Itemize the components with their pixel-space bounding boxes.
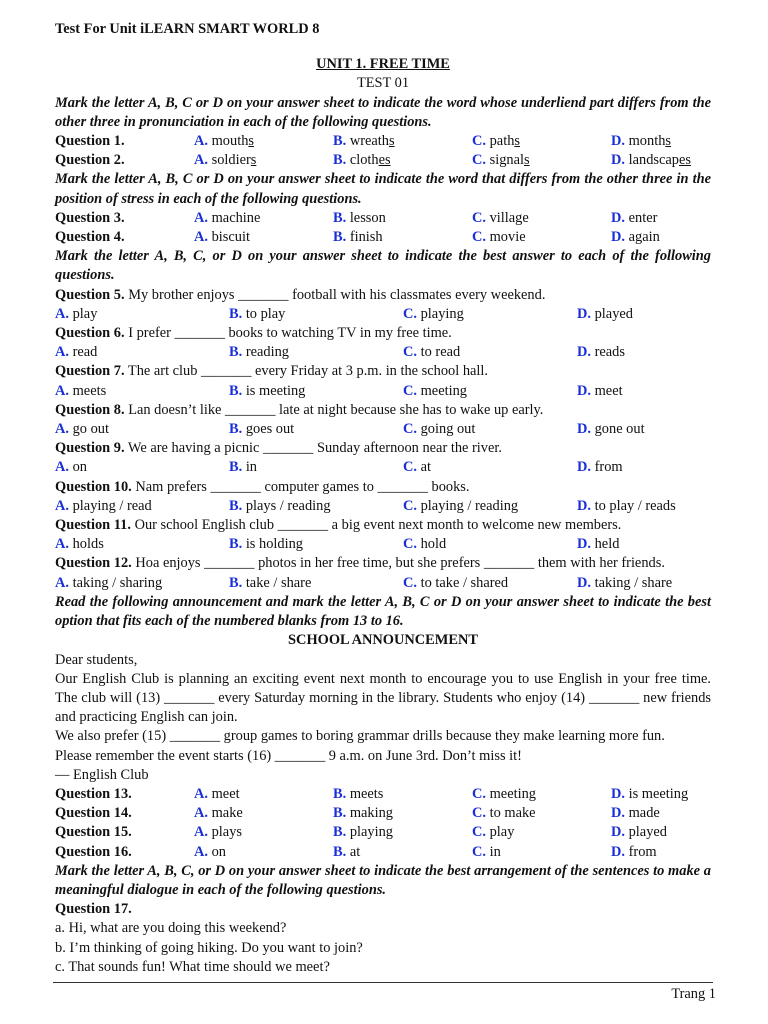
arrangement-instruction: Mark the letter A, B, C, or D on your answer sheet to indicate the best arrangement of the sentences to make a meaningful dialogue in each of the following questions. xyxy=(55,862,711,898)
announcement-paragraph-1: Our English Club is planning an exciting event next month to encourage you to use English in your free time. The club will (13) _______ every Saturday morning in the library. Students who enjoy (14) _______ new friends and practicing English can join. xyxy=(55,670,711,726)
announcement-title: SCHOOL ANNOUNCEMENT xyxy=(288,632,478,649)
option-d: D. again xyxy=(611,229,660,246)
reading-instruction: Read the following announcement and mark the letter A, B, C or D on your answer sheet to indicate the best option that fits each of the numbered blanks from 13 to 16. xyxy=(55,593,711,630)
option-c: C. to make xyxy=(472,805,536,822)
option-d: D. meet xyxy=(577,382,623,399)
option-b: B. finish xyxy=(333,229,383,246)
option-a: A. read xyxy=(55,344,98,361)
option-b: B. to play xyxy=(229,305,286,322)
announcement-paragraph-3: Please remember the event starts (16) _______ 9 a.m. on June 3rd. Don’t miss it! xyxy=(55,747,522,764)
page-number: Trang 1 xyxy=(671,986,716,1002)
question-label: Question 1. xyxy=(55,133,125,150)
question-11-options xyxy=(55,535,711,554)
question-2-row xyxy=(55,151,711,170)
option-a: A. make xyxy=(194,805,243,822)
option-b: B. in xyxy=(229,459,258,476)
question-label: Question 13. xyxy=(55,785,132,802)
option-d: D. landscapes xyxy=(611,152,691,169)
unit-title: UNIT 1. FREE TIME xyxy=(316,56,450,73)
footer-divider xyxy=(53,982,713,983)
question-10-stem: Question 10. Nam prefers _______ computer games to _______ books. xyxy=(55,478,470,495)
option-d: D. taking / share xyxy=(577,574,673,591)
question-12-stem: Question 12. Hoa enjoys _______ photos in her free time, but she prefers _______ them with her friends. xyxy=(55,555,665,572)
option-a: A. holds xyxy=(55,536,104,553)
pronunciation-instruction: Mark the letter A, B, C or D on your answer sheet to indicate the word whose underliend part differs from the other three in pronunciation in each of the following questions. xyxy=(55,94,711,130)
option-c: C. village xyxy=(472,209,529,226)
option-c: C. to read xyxy=(403,344,461,361)
option-b: B. goes out xyxy=(229,421,295,438)
option-b: B. is holding xyxy=(229,536,303,553)
question-7-options xyxy=(55,382,711,401)
option-d: D. gone out xyxy=(577,421,645,438)
option-b: B. clothes xyxy=(333,152,391,169)
option-d: D. reads xyxy=(577,344,625,361)
option-a: A. machine xyxy=(194,209,261,226)
announcement-paragraph-2: We also prefer (15) _______ group games to boring grammar drills because they make learning more fun. xyxy=(55,728,665,745)
question-3-row xyxy=(55,209,711,228)
option-d: D. enter xyxy=(611,209,658,226)
worksheet-page xyxy=(55,20,711,977)
option-a: A. playing / read xyxy=(55,497,152,514)
option-a: A. biscuit xyxy=(194,229,250,246)
stress-instruction: Mark the letter A, B, C or D on your answer sheet to indicate the word that differs from the other three in the position of stress in each of the following questions. xyxy=(55,171,711,207)
question-label: Question 3. xyxy=(55,209,125,226)
option-b: B. wreaths xyxy=(333,133,395,150)
option-a: A. on xyxy=(55,459,87,476)
option-c: C. movie xyxy=(472,229,526,246)
option-c: C. signals xyxy=(472,152,530,169)
question-label: Question 14. xyxy=(55,805,132,822)
question-10-options xyxy=(55,497,711,516)
option-b: B. reading xyxy=(229,344,289,361)
option-a: A. go out xyxy=(55,421,109,438)
question-5-stem: Question 5. My brother enjoys _______ football with his classmates every weekend. xyxy=(55,286,546,303)
option-d: D. from xyxy=(577,459,623,476)
question-17-label: Question 17. xyxy=(55,901,132,918)
option-a: A. mouths xyxy=(194,133,254,150)
question-label: Question 4. xyxy=(55,229,125,246)
question-9-options xyxy=(55,458,711,477)
question-4-row xyxy=(55,228,711,247)
announcement-signature: — English Club xyxy=(55,766,149,783)
option-d: D. played xyxy=(611,824,667,841)
question-label: Question 16. xyxy=(55,843,132,860)
dialogue-line-b: b. I’m thinking of going hiking. Do you want to join? xyxy=(55,939,363,956)
best-answer-instruction: Mark the letter A, B, C, or D on your answer sheet to indicate the best answer to each of the following questions. xyxy=(55,248,711,284)
option-c: C. going out xyxy=(403,421,476,438)
question-7-stem: Question 7. The art club _______ every Friday at 3 p.m. in the school hall. xyxy=(55,363,489,380)
option-b: B. meets xyxy=(333,785,384,802)
option-c: C. play xyxy=(472,824,515,841)
document-header: Test For Unit iLEARN SMART WORLD 8 xyxy=(55,21,320,37)
option-c: C. meeting xyxy=(403,382,467,399)
question-label: Question 15. xyxy=(55,824,132,841)
option-a: A. taking / sharing xyxy=(55,574,163,591)
option-c: C. to take / shared xyxy=(403,574,509,591)
option-c: C. at xyxy=(403,459,431,476)
question-6-options xyxy=(55,343,711,362)
dialogue-line-c: c. That sounds fun! What time should we meet? xyxy=(55,958,330,975)
option-a: A. soldiers xyxy=(194,152,257,169)
dialogue-line-a: a. Hi, what are you doing this weekend? xyxy=(55,920,287,937)
question-6-stem: Question 6. I prefer _______ books to watching TV in my free time. xyxy=(55,325,452,342)
question-16-row xyxy=(55,843,711,862)
option-c: C. hold xyxy=(403,536,447,553)
option-c: C. paths xyxy=(472,133,520,150)
option-d: D. held xyxy=(577,536,620,553)
option-a: A. play xyxy=(55,305,98,322)
option-a: A. on xyxy=(194,843,226,860)
question-15-row xyxy=(55,823,711,842)
question-5-options xyxy=(55,305,711,324)
option-b: B. making xyxy=(333,805,393,822)
option-d: D. months xyxy=(611,133,671,150)
question-14-row xyxy=(55,804,711,823)
announcement-greeting: Dear students, xyxy=(55,651,138,668)
option-b: B. at xyxy=(333,843,361,860)
option-b: B. playing xyxy=(333,824,393,841)
option-d: D. made xyxy=(611,805,660,822)
option-d: D. is meeting xyxy=(611,785,689,802)
question-label: Question 2. xyxy=(55,152,125,169)
option-a: A. meet xyxy=(194,785,240,802)
question-1-row xyxy=(55,132,711,151)
question-12-options xyxy=(55,574,711,593)
option-b: B. plays / reading xyxy=(229,497,331,514)
option-d: D. played xyxy=(577,305,633,322)
question-8-options xyxy=(55,420,711,439)
option-c: C. playing xyxy=(403,305,464,322)
option-d: D. to play / reads xyxy=(577,497,676,514)
option-b: B. is meeting xyxy=(229,382,306,399)
option-a: A. meets xyxy=(55,382,107,399)
option-c: C. playing / reading xyxy=(403,497,519,514)
option-a: A. plays xyxy=(194,824,242,841)
option-d: D. from xyxy=(611,843,657,860)
option-b: B. lesson xyxy=(333,209,386,226)
test-number: TEST 01 xyxy=(356,75,410,92)
question-13-row xyxy=(55,785,711,804)
option-c: C. in xyxy=(472,843,501,860)
question-11-stem: Question 11. Our school English club _______ a big event next month to welcome new members. xyxy=(55,517,622,534)
question-8-stem: Question 8. Lan doesn’t like _______ late at night because she has to wake up early. xyxy=(55,401,544,418)
question-9-stem: Question 9. We are having a picnic _______ Sunday afternoon near the river. xyxy=(55,440,502,457)
option-b: B. take / share xyxy=(229,574,312,591)
option-c: C. meeting xyxy=(472,785,536,802)
